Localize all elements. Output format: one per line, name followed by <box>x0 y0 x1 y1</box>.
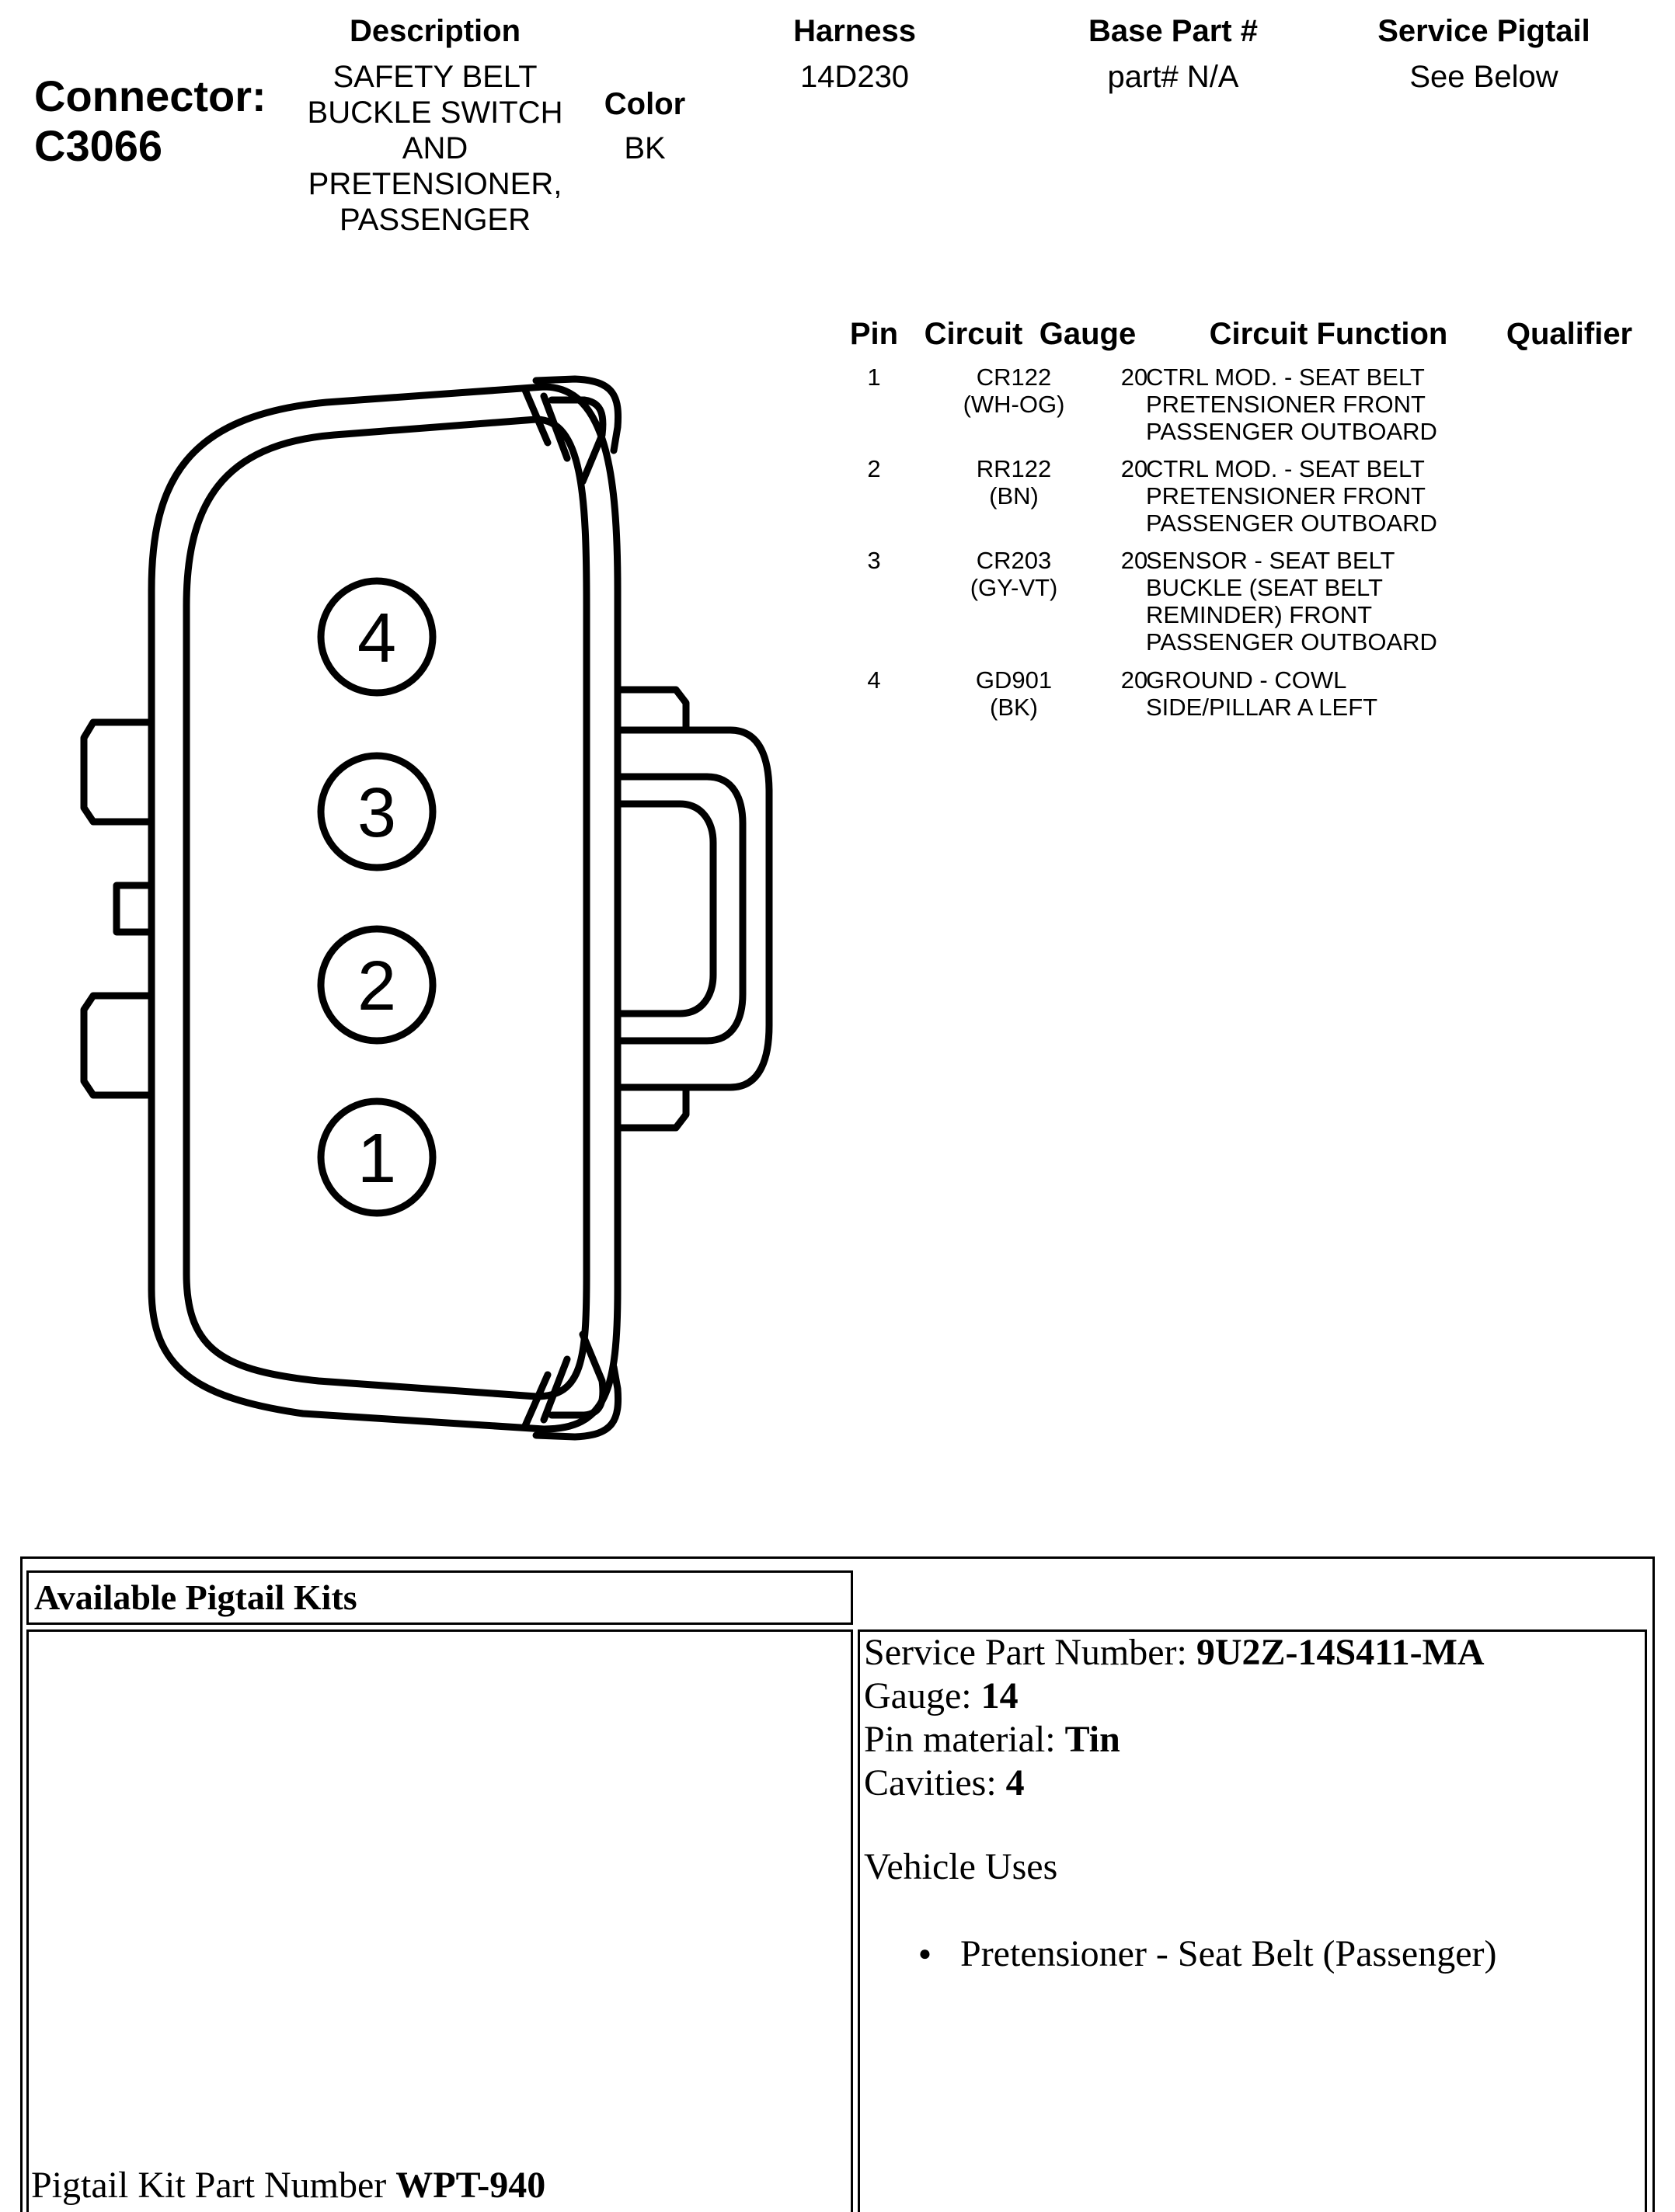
color-value: BK <box>624 131 666 165</box>
connector-label-text: Connector: <box>34 71 266 120</box>
gauge-label: Gauge: <box>864 1675 981 1716</box>
function-line: REMINDER) FRONT <box>1146 601 1373 628</box>
description-line: BUCKLE SWITCH <box>307 96 563 130</box>
function-line: PASSENGER OUTBOARD <box>1146 628 1437 656</box>
connector-face-diagram <box>70 357 785 1445</box>
description-header: Description <box>349 14 521 48</box>
function-line: GROUND - COWL <box>1146 666 1347 694</box>
description-line: PRETENSIONER, <box>308 167 562 201</box>
cavity-number: 3 <box>357 774 397 852</box>
service-pigtail-value: See Below <box>1409 60 1558 94</box>
pin-material-label: Pin material: <box>864 1719 1065 1760</box>
pin-gauge: 20 <box>1120 363 1148 391</box>
function-line: BUCKLE (SEAT BELT <box>1146 574 1383 601</box>
service-part-number <box>864 1631 1496 1675</box>
bullet-icon: ● <box>918 1942 932 1966</box>
base-part-value: part# N/A <box>1107 60 1239 94</box>
pin-gauge: 20 <box>1120 666 1148 694</box>
housing-outer <box>151 387 618 1429</box>
kit-part-value: WPT-940 <box>395 2165 546 2206</box>
pin-number: 3 <box>867 547 881 574</box>
harness-header: Harness <box>793 14 916 48</box>
list-item <box>918 1932 1496 1976</box>
function-line: SENSOR - SEAT BELT <box>1146 547 1395 574</box>
service-pigtail-header: Service Pigtail <box>1377 14 1590 48</box>
qualifier-header: Qualifier <box>1506 317 1633 351</box>
base-part-header: Base Part # <box>1088 14 1258 48</box>
pin-function <box>1146 455 1503 537</box>
service-part-value: 9U2Z-14S411-MA <box>1196 1632 1485 1673</box>
description-value <box>280 59 590 238</box>
function-line: CTRL MOD. - SEAT BELT <box>1146 363 1425 391</box>
connector-id: C3066 <box>34 121 163 170</box>
pin-function <box>1146 547 1503 656</box>
tab-right-upper <box>618 690 686 730</box>
description-line: AND <box>402 131 468 165</box>
function-line: PASSENGER OUTBOARD <box>1146 418 1437 445</box>
cavity-number: 2 <box>357 948 397 1025</box>
circuit-function-header: Circuit Function <box>1209 317 1448 351</box>
gauge-header: Gauge <box>1039 317 1137 351</box>
function-line: CTRL MOD. - SEAT BELT <box>1146 455 1425 482</box>
pin-function <box>1146 666 1503 721</box>
function-line: PASSENGER OUTBOARD <box>1146 510 1437 537</box>
cavities-label: Cavities: <box>864 1762 1006 1803</box>
lock-outer <box>618 730 769 1087</box>
pin-gauge: 20 <box>1120 547 1148 574</box>
function-line: SIDE/PILLAR A LEFT <box>1146 694 1378 721</box>
service-part-label: Service Part Number: <box>864 1632 1196 1673</box>
connector-label <box>34 71 266 171</box>
pigtail-kit-part-number <box>31 2164 545 2207</box>
vehicle-uses-list <box>864 1932 1496 1976</box>
cavity-number: 1 <box>357 1120 397 1198</box>
gauge-detail <box>864 1675 1496 1718</box>
spacer <box>864 1805 1496 1845</box>
pin-row-4 <box>824 666 1647 783</box>
tab-right-lower <box>618 1087 686 1128</box>
pigtail-details <box>864 1631 1496 1976</box>
circuit-color: (BN) <box>989 482 1039 510</box>
circuit-code: RR122 <box>976 455 1052 482</box>
function-line: PRETENSIONER FRONT <box>1146 391 1426 418</box>
pin-material-detail <box>864 1718 1496 1762</box>
lock-middle <box>618 777 743 1041</box>
circuit-code: CR203 <box>976 547 1052 574</box>
cavity-number: 4 <box>357 600 397 677</box>
pigtail-title: Available Pigtail Kits <box>34 1577 357 1617</box>
cavities-detail <box>864 1762 1496 1805</box>
vehicle-uses-label: Vehicle Uses <box>864 1846 1058 1887</box>
harness-value: 14D230 <box>799 60 910 94</box>
circuit-color: (WH-OG) <box>963 391 1065 418</box>
circuit-header: Circuit <box>924 317 1023 351</box>
housing-inner <box>186 419 587 1396</box>
pin-number: 4 <box>867 666 881 694</box>
lock-inner <box>618 804 713 1014</box>
cavities-value: 4 <box>1005 1762 1025 1803</box>
circuit-code: CR122 <box>976 363 1052 391</box>
pin-material-value: Tin <box>1064 1719 1120 1760</box>
circuit-color: (BK) <box>990 694 1038 721</box>
pin-row-3 <box>824 547 1647 663</box>
kit-part-label: Pigtail Kit Part Number <box>31 2165 396 2206</box>
kit-cell <box>26 1629 853 2212</box>
pin-number: 2 <box>867 455 881 482</box>
vehicle-use: Pretensioner - Seat Belt (Passenger) <box>960 1933 1497 1974</box>
description-line: PASSENGER <box>340 203 531 237</box>
tab-left-lower <box>84 996 151 1095</box>
circuit-color: (GY-VT) <box>970 574 1058 601</box>
gauge-value: 14 <box>980 1675 1019 1716</box>
color-header: Color <box>604 87 686 121</box>
tab-left-upper <box>84 722 151 822</box>
circuit-code: GD901 <box>975 666 1053 694</box>
tab-left-middle <box>117 885 151 932</box>
pin-number: 1 <box>867 363 881 391</box>
pin-gauge: 20 <box>1120 455 1148 482</box>
pin-header: Pin <box>849 317 899 351</box>
function-line: PRETENSIONER FRONT <box>1146 482 1426 510</box>
description-line: SAFETY BELT <box>333 60 538 94</box>
pin-function <box>1146 363 1503 445</box>
